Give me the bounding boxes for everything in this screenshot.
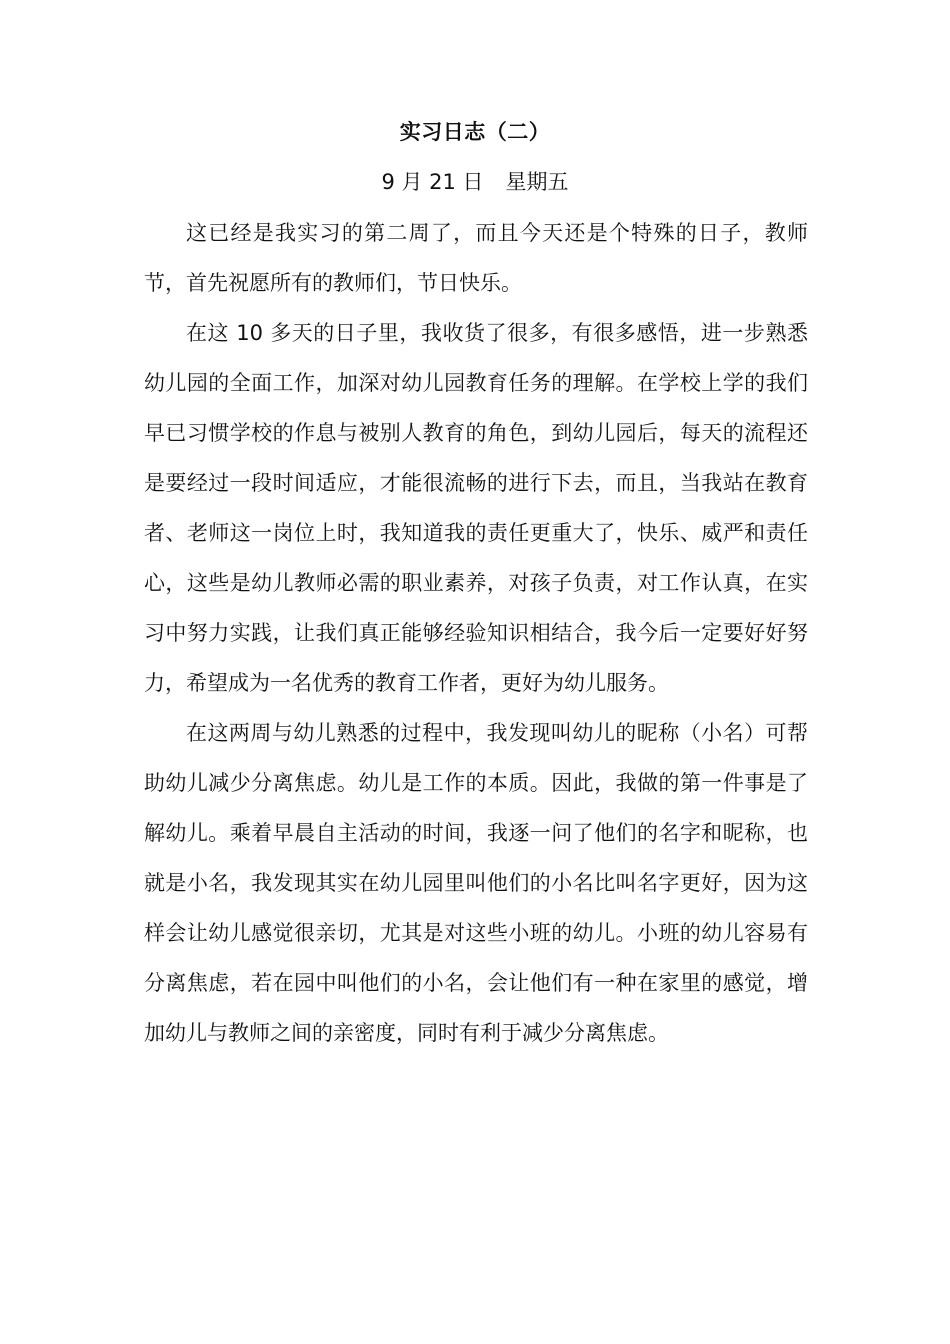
entry-weekday: 星期五 [505,170,569,194]
document-body [144,208,808,1058]
paragraph: 这已经是我实习的第二周了，而且今天还是个特殊的日子，教师节，首先祝愿所有的教师们，节日快乐。 [144,221,808,295]
document-title: 实习日志（二） [399,120,551,144]
entry-date-line [0,166,950,198]
paragraph: 在这两周与幼儿熟悉的过程中，我发现叫幼儿的昵称（小名）可帮助幼儿减少分离焦虑。幼儿是工作的本质。因此，我做的第一件事是了解幼儿。乘着早晨自主活动的时间，我逐一问了他们的名字和昵称，也就是小名，我发现其实在幼儿园里叫他们的小名比叫名字更好，因为这样会让幼儿感觉很亲切，尤其是对这些小班的幼儿。小班的幼儿容易有分离焦虑，若在园中叫他们的小名，会让他们有一种在家里的感觉，增加幼儿与教师之间的亲密度，同时有利于减少分离焦虑。 [144,721,808,1045]
entry-date: 9 月 21 日 [381,170,484,194]
paragraph: 在这 10 多天的日子里，我收货了很多，有很多感悟，进一步熟悉幼儿园的全面工作，加深对幼儿园教育任务的理解。在学校上学的我们早已习惯学校的作息与被别人教育的角色，到幼儿园后，每天的流程还是要经过一段时间适应，才能很流畅的进行下去，而且，当我站在教育者、老师这一岗位上时，我知道我的责任更重大了，快乐、威严和责任心，这些是幼儿教师必需的职业素养，对孩子负责，对工作认真，在实习中努力实践，让我们真正能够经验知识相结合，我今后一定要好好努力，希望成为一名优秀的教育工作者，更好为幼儿服务。 [144,321,808,695]
